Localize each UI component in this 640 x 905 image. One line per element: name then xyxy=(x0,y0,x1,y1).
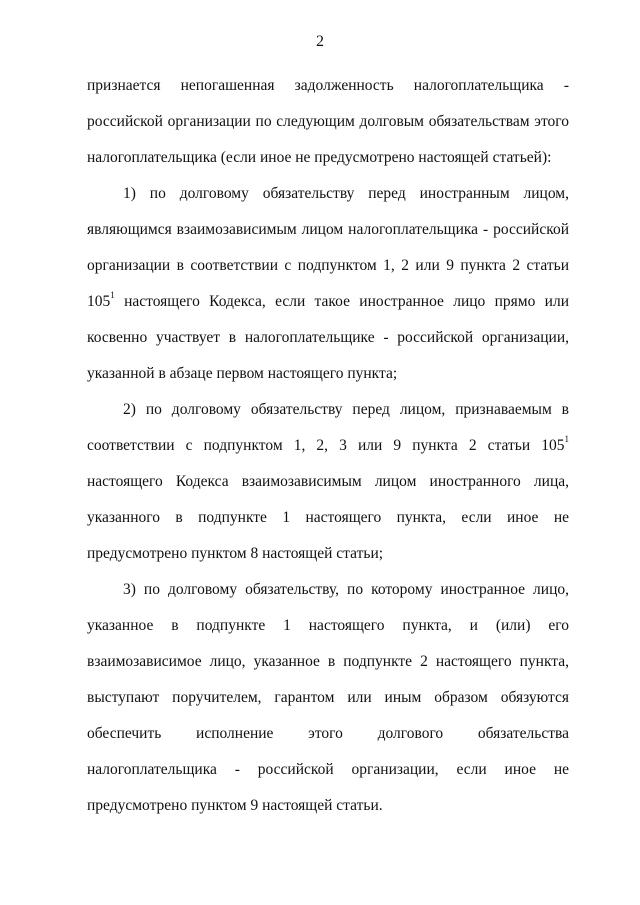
paragraph-item-3: 3) по долговому обязательству, по которому иностранное лицо, указанное в подпункте 1 настоящего пункта, и (или) его взаимозависимое лицо, указанное в подпункте 2 настоящего пункта, выступают поручителем, гарантом или иным образом обязуются обеспечить исполнение этого долгового обязательства налогоплательщика - российской организации, если иное не предусмотрено пунктом 9 настоящей статьи. xyxy=(87,581,569,814)
superscript-article-index: 1 xyxy=(110,289,115,300)
paragraph-item-2-text-cont: настоящего Кодекса взаимозависимым лицом иностранного лица, указанного в подпункте 1 настоящего пункта, если иное не предусмотрено пунктом 8 настоящей статьи; xyxy=(87,473,569,562)
paragraph-intro: признается непогашенная задолженность налогоплательщика - российской организации по следующим долговым обязательствам этого налогоплательщика (если иное не предусмотрено настоящей статьей): xyxy=(87,77,569,166)
paragraph-item-2 xyxy=(87,392,569,572)
paragraph-item-1 xyxy=(87,176,569,392)
page-number: 2 xyxy=(316,33,324,50)
paragraph-item-2-text: 2) по долговому обязательству перед лицом, признаваемым в соответствии с подпунктом 1, 2, 3 или 9 пункта 2 статьи 105 xyxy=(87,401,569,454)
superscript-article-index: 1 xyxy=(564,433,569,444)
paragraph-item-1-text: 1) по долговому обязательству перед иностранным лицом, являющимся взаимозависимым лицом налогоплательщика - российской организации в соответствии с подпунктом 1, 2 или 9 пункта 2 статьи 105 xyxy=(87,185,569,310)
document-body xyxy=(87,68,569,824)
paragraph-item-1-text-cont: настоящего Кодекса, если такое иностранное лицо прямо или косвенно участвует в налогоплательщике - российской организации, указанной в абзаце первом настоящего пункта; xyxy=(87,293,569,382)
